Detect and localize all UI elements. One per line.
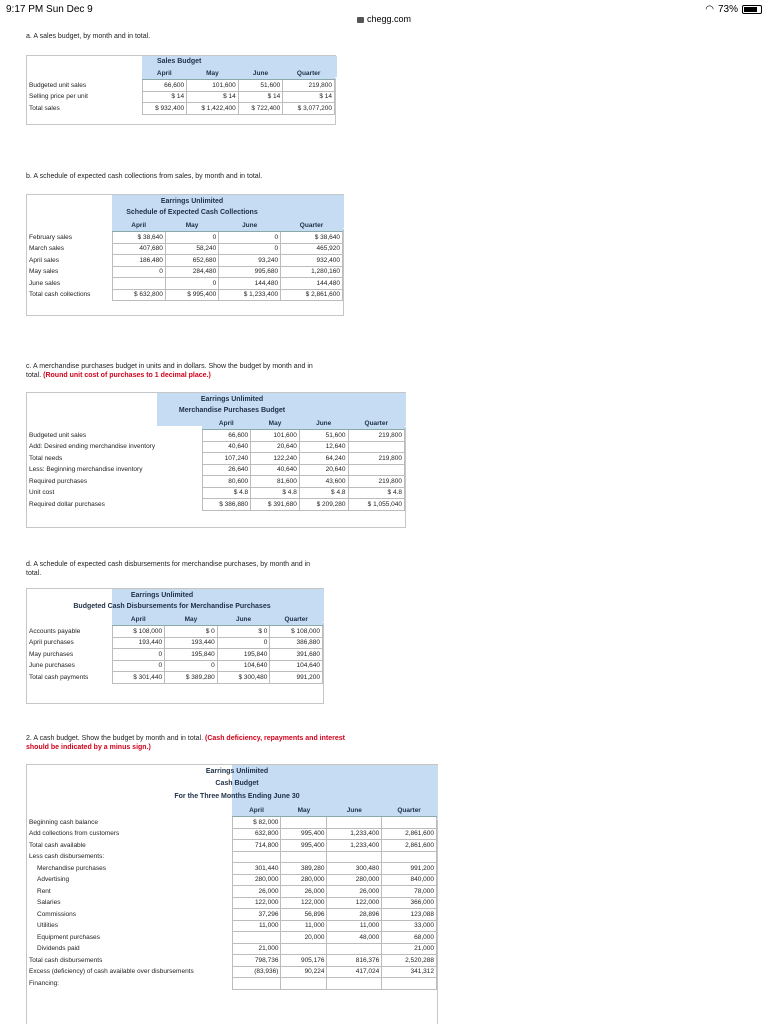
purchases-budget-panel <box>26 392 406 528</box>
question-c-line2: total. <box>26 372 42 379</box>
cell-input[interactable] <box>327 851 382 863</box>
cell-input[interactable] <box>327 943 382 955</box>
disbursements-table: April May June Quarter Accounts payable $ 108,000 $ 0 $ 0 $ 108,000 April purchases 193,440 193,440 0 386,880 May purchases 0 195,840 195,840 391,680 June purchases 0 0 104,640 104,640 Total cash payments $ 301,440 $ 389,280 $ 300,480 991,200 <box>27 614 323 684</box>
cell-input[interactable]: 68,000 <box>382 932 437 944</box>
row-label: June sales <box>29 279 61 287</box>
cash-budget-panel <box>26 764 438 1024</box>
table-row <box>27 266 343 278</box>
row-label: March sales <box>29 245 65 253</box>
row-label: Add collections from customers <box>29 830 120 838</box>
cell-input[interactable]: 21,000 <box>382 943 437 955</box>
question-2 <box>26 734 345 752</box>
cell-input[interactable]: 389,280 <box>281 863 327 875</box>
cell-input[interactable]: 0 <box>165 278 218 290</box>
cash-budget-company: Earrings Unlimited <box>205 768 269 775</box>
cell-input[interactable]: 144,480 <box>219 278 281 290</box>
cell-input[interactable]: 93,240 <box>219 255 281 267</box>
cell-input[interactable]: $ 386,880 <box>202 499 251 511</box>
cell-input[interactable]: 104,640 <box>217 660 270 672</box>
clock: 9:17 PM Sun Dec 9 <box>6 4 93 15</box>
cell-input[interactable]: $ 4.8 <box>299 487 348 499</box>
row-label: Less: Beginning merchandise inventory <box>29 466 143 474</box>
row-label: Unit cost <box>29 489 55 497</box>
cell-input[interactable]: $ 722,400 <box>238 103 283 115</box>
table-row <box>27 464 405 476</box>
lock-icon <box>357 17 364 23</box>
cell-input[interactable]: $ 14 <box>187 91 239 103</box>
cell-input[interactable]: 1,233,400 <box>327 828 382 840</box>
table-row <box>27 886 437 898</box>
cell-input[interactable]: 219,800 <box>348 476 404 488</box>
cell-input[interactable]: $ 4.8 <box>251 487 300 499</box>
cell-input[interactable]: 995,400 <box>281 828 327 840</box>
row-label: Total cash disbursements <box>29 956 103 964</box>
disbursements-title: Budgeted Cash Disbursements for Merchandise Purchases <box>73 603 271 610</box>
cell-input[interactable]: 28,896 <box>327 909 382 921</box>
purchases-budget-table: April May June Quarter Budgeted unit sales 66,600 101,600 51,600 219,800 Add: Desired ending merchandise inventory 40,640 20,640 12,640 Total needs 107,240 122,240 64,240 219,800 Less: Beginning merchandise inventory 26,640 40,640 20,640 Required purchases 80,600 81,600 43,600 219,800 Unit cost $ 4.8 $ 4.8 $ 4.8 $ 4.8 Required dollar purchases $ 386,880 $ 391,680 $ 209,280 $ 1,055,040 <box>27 418 405 511</box>
cell-input[interactable] <box>382 978 437 990</box>
cell-input[interactable]: $ 932,400 <box>142 103 187 115</box>
row-label: May purchases <box>29 650 74 658</box>
cell-input[interactable]: 280,000 <box>232 874 281 886</box>
cell-input[interactable]: 12,640 <box>299 441 348 453</box>
cell-input[interactable]: 417,024 <box>327 966 382 978</box>
row-label: April sales <box>29 256 59 264</box>
cell-input[interactable]: $ 389,280 <box>165 672 218 684</box>
cell-input[interactable]: $ 1,422,400 <box>187 103 239 115</box>
table-row <box>27 255 343 267</box>
cell-input[interactable]: 386,880 <box>270 637 323 649</box>
row-label: June purchases <box>29 662 75 670</box>
table-row <box>27 874 437 886</box>
cell-input[interactable]: 78,000 <box>382 886 437 898</box>
cell-input[interactable] <box>232 932 281 944</box>
cell-input[interactable]: 280,000 <box>281 874 327 886</box>
row-label: Total sales <box>29 104 60 112</box>
cell-input[interactable]: 991,200 <box>382 863 437 875</box>
cell-input[interactable]: 301,440 <box>232 863 281 875</box>
table-row <box>27 243 343 255</box>
row-label: Dividends paid <box>37 945 80 953</box>
cell-input[interactable]: 0 <box>165 232 218 244</box>
row-label: Commissions <box>37 910 77 918</box>
cell-input[interactable]: $ 632,800 <box>112 289 165 301</box>
cell-input[interactable]: $ 391,680 <box>251 499 300 511</box>
cell-input[interactable]: 101,600 <box>187 80 239 92</box>
cell-input[interactable]: 37,296 <box>232 909 281 921</box>
cell-input[interactable]: $ 209,280 <box>299 499 348 511</box>
cell-input[interactable]: 407,680 <box>112 243 165 255</box>
row-label: Total cash available <box>29 841 86 849</box>
disbursements-company: Earrings Unlimited <box>130 592 194 599</box>
table-row <box>27 278 343 290</box>
table-row <box>27 851 437 863</box>
purchases-title: Merchandise Purchases Budget <box>178 407 286 414</box>
cell-input[interactable]: 195,840 <box>165 649 218 661</box>
cell-input[interactable]: $ 14 <box>238 91 283 103</box>
table-row <box>27 487 405 499</box>
table-row <box>27 103 335 115</box>
row-label: Utilities <box>37 922 58 930</box>
battery-icon <box>742 5 762 14</box>
cell-input[interactable]: $ 0 <box>165 626 218 638</box>
table-row <box>27 499 405 511</box>
sales-budget-panel <box>26 55 336 125</box>
cell-input[interactable]: 714,800 <box>232 840 281 852</box>
row-label: Merchandise purchases <box>37 864 107 872</box>
row-label: Required dollar purchases <box>29 500 105 508</box>
cell-input[interactable]: 366,000 <box>382 897 437 909</box>
row-label: April purchases <box>29 639 74 647</box>
cash-budget-table: April May June Quarter Beginning cash balance $ 82,000 Add collections from customers 632,800 995,400 1,233,400 2,861,600 Total cash available 714,800 995,400 1,233,400 2,861,600 Less cash disbursements: Merchandise purchases 301,440 389,280 300,480 991,200 Advertising 280,000 280,000 280,000 840,000 Rent 26,000 26,000 26,000 78,000 Salaries 122,000 122,000 122,000 366,000 Commissions 37,296 56,896 28,896 123,088 Utilities 11,000 11,000 11,000 33,000 Equipment purchases 20,000 48,000 68,000 Dividends paid 21,000 21,000 Total cash disbursements 798,736 905,176 816,376 2,520,288 Excess (deficiency) of cash available over disbursements (83,936) 90,224 417,024 341,312 Financing: <box>27 805 437 990</box>
cell-input[interactable]: (83,936) <box>232 966 281 978</box>
address-bar[interactable] <box>0 14 768 24</box>
question-2-line1: 2. A cash budget. Show the budget by month and in total. <box>26 735 204 742</box>
table-row <box>27 966 437 978</box>
cell-input[interactable] <box>281 817 327 829</box>
cell-input[interactable]: $ 2,861,600 <box>281 289 343 301</box>
cell-input[interactable]: 66,600 <box>202 430 251 442</box>
table-row <box>27 978 437 990</box>
cell-input[interactable]: 26,640 <box>202 464 251 476</box>
table-row <box>27 476 405 488</box>
cell-input[interactable] <box>232 851 281 863</box>
cell-input[interactable] <box>382 851 437 863</box>
cell-input[interactable]: $ 4.8 <box>202 487 251 499</box>
table-row <box>27 453 405 465</box>
cell-input[interactable]: 995,400 <box>281 840 327 852</box>
cell-input[interactable]: 26,000 <box>281 886 327 898</box>
cell-input[interactable]: 40,640 <box>251 464 300 476</box>
cell-input[interactable]: 632,800 <box>232 828 281 840</box>
row-label: Less cash disbursements: <box>29 853 105 861</box>
cell-input[interactable]: $ 14 <box>142 91 187 103</box>
cell-input[interactable]: 816,376 <box>327 955 382 967</box>
cell-input[interactable]: $ 995,400 <box>165 289 218 301</box>
cell-input[interactable]: 20,640 <box>251 441 300 453</box>
cell-input[interactable]: 341,312 <box>382 966 437 978</box>
cell-input[interactable]: 0 <box>112 266 165 278</box>
purchases-company: Earrings Unlimited <box>200 396 264 403</box>
table-row <box>27 672 323 684</box>
cell-input[interactable]: $ 14 <box>283 91 335 103</box>
question-d <box>26 560 310 578</box>
cell-input[interactable]: 905,176 <box>281 955 327 967</box>
table-row <box>27 289 343 301</box>
cell-input[interactable]: 26,000 <box>232 886 281 898</box>
cash-budget-title: Cash Budget <box>215 780 259 787</box>
cell-input[interactable]: 122,000 <box>327 897 382 909</box>
cell-input[interactable]: 193,440 <box>165 637 218 649</box>
row-label: Excess (deficiency) of cash available over disbursements <box>29 968 194 976</box>
table-row <box>27 955 437 967</box>
cell-input[interactable] <box>281 943 327 955</box>
cell-input[interactable]: 51,600 <box>299 430 348 442</box>
collections-company: Earrings Unlimited <box>160 198 224 205</box>
cell-input[interactable]: $ 38,640 <box>281 232 343 244</box>
question-c-note: (Round unit cost of purchases to 1 decimal place.) <box>43 372 211 379</box>
row-label: Total cash payments <box>29 673 89 681</box>
cell-input[interactable]: $ 1,055,040 <box>348 499 404 511</box>
table-row <box>27 817 437 829</box>
cell-input[interactable]: 465,920 <box>281 243 343 255</box>
disbursements-panel <box>26 588 324 704</box>
row-label: May sales <box>29 268 59 276</box>
cell-input[interactable]: 2,520,288 <box>382 955 437 967</box>
cell-input[interactable]: 840,000 <box>382 874 437 886</box>
cell-input[interactable]: 0 <box>217 637 270 649</box>
cell-input[interactable]: 991,200 <box>270 672 323 684</box>
table-row <box>27 828 437 840</box>
cell-input[interactable]: 932,400 <box>281 255 343 267</box>
cell-input[interactable]: 122,000 <box>281 897 327 909</box>
cell-input[interactable]: 11,000 <box>281 920 327 932</box>
table-row <box>27 863 437 875</box>
cell-input[interactable]: 1,233,400 <box>327 840 382 852</box>
cell-input[interactable]: 284,480 <box>165 266 218 278</box>
row-label: Financing: <box>29 979 59 987</box>
cell-input[interactable]: 219,800 <box>348 430 404 442</box>
cell-input[interactable]: 123,088 <box>382 909 437 921</box>
cell-input[interactable]: $ 108,000 <box>270 626 323 638</box>
row-label: Budgeted unit sales <box>29 81 87 89</box>
cell-input[interactable]: $ 3,077,200 <box>283 103 335 115</box>
cell-input[interactable]: 11,000 <box>232 920 281 932</box>
table-row <box>27 920 437 932</box>
cell-input[interactable]: $ 38,640 <box>112 232 165 244</box>
cell-input[interactable] <box>232 978 281 990</box>
cell-input[interactable]: 43,600 <box>299 476 348 488</box>
cell-input[interactable]: $ 108,000 <box>112 626 165 638</box>
cell-input[interactable]: 104,640 <box>270 660 323 672</box>
table-row <box>27 80 335 92</box>
row-label: Equipment purchases <box>37 933 100 941</box>
cash-budget-period: For the Three Months Ending June 30 <box>174 793 300 800</box>
cell-input[interactable]: $ 1,233,400 <box>219 289 281 301</box>
table-row <box>27 649 323 661</box>
cell-input[interactable] <box>327 978 382 990</box>
question-d-line1: d. A schedule of expected cash disbursements for merchandise purchases, by month and in <box>26 561 311 568</box>
cell-input[interactable] <box>327 817 382 829</box>
table-row <box>27 91 335 103</box>
row-label: Accounts payable <box>29 627 81 635</box>
question-d-line2: total. <box>26 570 42 577</box>
cell-input[interactable] <box>112 278 165 290</box>
table-row <box>27 897 437 909</box>
cell-input[interactable]: 21,000 <box>232 943 281 955</box>
question-a: a. A sales budget, by month and in total. <box>26 33 151 40</box>
cell-input[interactable]: 280,000 <box>327 874 382 886</box>
battery-percent: 73% <box>717 4 738 15</box>
cell-input[interactable]: 1,280,160 <box>281 266 343 278</box>
cell-input[interactable]: 48,000 <box>327 932 382 944</box>
cell-input[interactable]: 0 <box>112 649 165 661</box>
cell-input[interactable]: 101,600 <box>251 430 300 442</box>
sales-budget-title: Sales Budget <box>157 58 202 65</box>
cell-input[interactable]: 66,600 <box>142 80 187 92</box>
question-2-note1: (Cash deficiency, repayments and interest <box>205 735 345 742</box>
wifi-icon: ◠ <box>705 4 714 15</box>
cell-input[interactable]: 33,000 <box>382 920 437 932</box>
row-label: Total cash collections <box>29 291 91 299</box>
cell-input[interactable]: 64,240 <box>299 453 348 465</box>
row-label: Budgeted unit sales <box>29 431 87 439</box>
cell-input[interactable]: 51,600 <box>238 80 283 92</box>
collections-title: Schedule of Expected Cash Collections <box>126 209 258 216</box>
cell-input[interactable] <box>348 464 404 476</box>
cell-input[interactable]: 107,240 <box>202 453 251 465</box>
question-2-note2: should be indicated by a minus sign.) <box>26 744 151 751</box>
cell-input[interactable]: 186,480 <box>112 255 165 267</box>
url-text: chegg.com <box>366 14 412 24</box>
table-row <box>27 441 405 453</box>
cell-input[interactable]: 20,000 <box>281 932 327 944</box>
cell-input[interactable]: 219,800 <box>283 80 335 92</box>
table-row <box>27 660 323 672</box>
cell-input[interactable]: 122,000 <box>232 897 281 909</box>
cell-input[interactable]: 11,000 <box>327 920 382 932</box>
table-row <box>27 637 323 649</box>
cell-input[interactable]: $ 301,440 <box>112 672 165 684</box>
cell-input[interactable]: 195,840 <box>217 649 270 661</box>
table-row <box>27 626 323 638</box>
cell-input[interactable]: 40,640 <box>202 441 251 453</box>
row-label: Required purchases <box>29 477 88 485</box>
cell-input[interactable]: 56,896 <box>281 909 327 921</box>
cell-input[interactable]: $ 0 <box>217 626 270 638</box>
cell-input[interactable]: 0 <box>165 660 218 672</box>
cell-input[interactable]: 300,480 <box>327 863 382 875</box>
cell-input[interactable]: 26,000 <box>327 886 382 898</box>
cell-input[interactable] <box>382 817 437 829</box>
row-label: Rent <box>37 887 51 895</box>
cell-input[interactable]: 0 <box>219 232 281 244</box>
cell-input[interactable]: 81,600 <box>251 476 300 488</box>
question-b: b. A schedule of expected cash collections from sales, by month and in total. <box>26 173 263 180</box>
table-row <box>27 909 437 921</box>
row-label: Selling price per unit <box>29 93 88 101</box>
cell-input[interactable] <box>281 851 327 863</box>
table-row <box>27 840 437 852</box>
row-label: Total needs <box>29 454 63 462</box>
table-row <box>27 943 437 955</box>
question-c <box>26 362 313 380</box>
row-label: Add: Desired ending merchandise inventory <box>29 443 156 451</box>
table-row <box>27 430 405 442</box>
cell-input[interactable]: 2,861,600 <box>382 828 437 840</box>
cell-input[interactable]: 391,680 <box>270 649 323 661</box>
cell-input[interactable]: $ 300,480 <box>217 672 270 684</box>
row-label: February sales <box>29 233 72 241</box>
cell-input[interactable]: $ 4.8 <box>348 487 404 499</box>
cell-input[interactable]: $ 82,000 <box>232 817 281 829</box>
cell-input[interactable]: 122,240 <box>251 453 300 465</box>
row-label: Advertising <box>37 876 70 884</box>
cash-collections-table: April May June Quarter February sales $ 38,640 0 0 $ 38,640 March sales 407,680 58,240 0 465,920 April sales 186,480 652,680 93,240 932,400 May sales 0 284,480 995,680 1,280,160 June sales 0 144,480 144,480 Total cash collections $ 632,800 $ 995,400 $ 1,233,400 $ 2,861,600 <box>27 220 343 301</box>
question-c-line1: c. A merchandise purchases budget in units and in dollars. Show the budget by month and in <box>26 363 313 370</box>
cell-input[interactable]: 144,480 <box>281 278 343 290</box>
cell-input[interactable]: 20,640 <box>299 464 348 476</box>
sales-budget-table: April May June Quarter Budgeted unit sales 66,600 101,600 51,600 219,800 Selling price per unit $ 14 $ 14 $ 14 $ 14 Total sales $ 932,400 $ 1,422,400 $ 722,400 $ 3,077,200 <box>27 68 335 115</box>
table-row <box>27 232 343 244</box>
cell-input[interactable]: 0 <box>219 243 281 255</box>
cell-input[interactable]: 80,600 <box>202 476 251 488</box>
row-label: Salaries <box>37 899 61 907</box>
cash-collections-panel <box>26 194 344 316</box>
row-label: Beginning cash balance <box>29 818 99 826</box>
cell-input[interactable]: 798,736 <box>232 955 281 967</box>
cell-input[interactable]: 995,680 <box>219 266 281 278</box>
table-row <box>27 932 437 944</box>
cell-input[interactable]: 219,800 <box>348 453 404 465</box>
cell-input[interactable]: 652,680 <box>165 255 218 267</box>
cell-input[interactable]: 90,224 <box>281 966 327 978</box>
cell-input[interactable]: 58,240 <box>165 243 218 255</box>
cell-input[interactable] <box>281 978 327 990</box>
cell-input[interactable]: 2,861,600 <box>382 840 437 852</box>
cell-input[interactable] <box>348 441 404 453</box>
cell-input[interactable]: 193,440 <box>112 637 165 649</box>
cell-input[interactable]: 0 <box>112 660 165 672</box>
